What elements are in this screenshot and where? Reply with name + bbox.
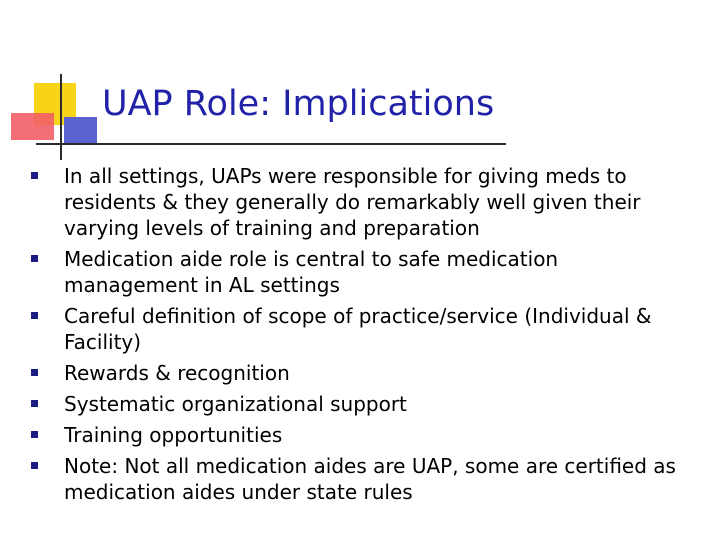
square-bullet-icon <box>31 431 38 438</box>
bullet-text: Systematic organizational support <box>64 392 407 416</box>
square-bullet-icon <box>31 172 38 179</box>
bullet-text: Medication aide role is central to safe medication management in AL settings <box>64 247 559 297</box>
bullet-list <box>30 163 695 510</box>
square-bullet-icon <box>31 312 38 319</box>
slide-title: UAP Role: Implications <box>102 84 495 124</box>
list-item <box>30 360 695 386</box>
square-bullet-icon <box>31 400 38 407</box>
bullet-text: Careful definition of scope of practice/service (Individual & Facility) <box>64 304 652 354</box>
list-item <box>30 163 695 241</box>
square-bullet-icon <box>31 462 38 469</box>
bullet-text: In all settings, UAPs were responsible for giving meds to residents & they generally do remarkably well given their varying levels of training and preparation <box>64 164 641 240</box>
list-item <box>30 303 695 355</box>
title-underline <box>36 143 506 145</box>
list-item <box>30 391 695 417</box>
list-item <box>30 246 695 298</box>
bullet-text: Training opportunities <box>64 423 283 447</box>
square-bullet-icon <box>31 369 38 376</box>
list-item <box>30 422 695 448</box>
list-item <box>30 453 695 505</box>
square-bullet-icon <box>31 255 38 262</box>
bullet-text: Rewards & recognition <box>64 361 290 385</box>
bullet-text: Note: Not all medication aides are UAP, some are certified as medication aides under state rules <box>64 454 676 504</box>
